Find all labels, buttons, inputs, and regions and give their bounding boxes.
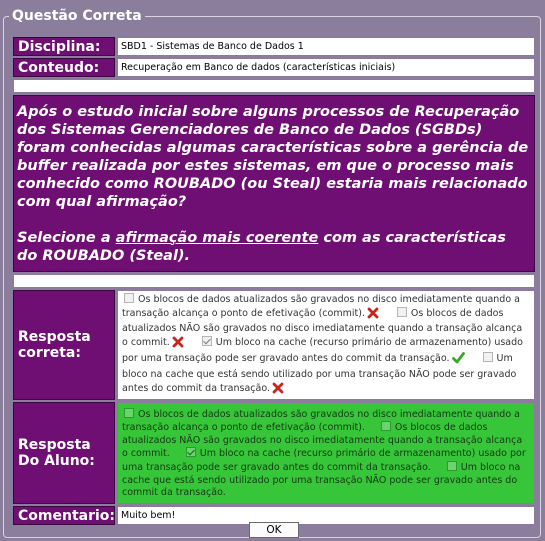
cross-icon xyxy=(367,307,379,324)
question-instruction xyxy=(17,229,531,265)
correta-option-text-4: Um bloco na cache que está sendo utilizado por uma transação NÃO pode ser gravado antes do commit da transação. xyxy=(122,353,517,394)
cross-icon xyxy=(172,336,184,353)
conteudo-value: Recuperação em Banco de dados (características iniciais) xyxy=(117,58,535,77)
resposta-aluno-label: Resposta Do Aluno: xyxy=(13,402,115,504)
comentario-label: Comentario: xyxy=(13,506,115,525)
aluno-option-text-2: Os blocos de dados atualizados NÃO são gravados no disco imediatamente quando a transação alcança o commit. xyxy=(122,422,523,460)
aluno-option-text-3: Um bloco na cache (recurso primário de armazenamento) usado por uma transação pode ser gravado antes do commit da transação. xyxy=(122,448,526,473)
aluno-checkbox-4[interactable] xyxy=(447,461,457,471)
spacer-row xyxy=(13,274,535,288)
fieldset-legend: Questão Correta xyxy=(9,7,145,25)
aluno-option-text-4: Um bloco na cache que está sendo utilizado por uma transação NÃO pode ser gravado antes do commit da transação. xyxy=(122,461,521,499)
question-text: Após o estudo inicial sobre alguns processos de Recuperação dos Sistemas Gerenciadores de Banco de Dados (SGBDs) foram conhecidas algumas características sobre a gerência de buffer realizada por estes sistemas, em que o processo mais conhecido como ROUBADO (ou Steal) estaria mais relacionado com qual afirmação? xyxy=(17,103,529,210)
correta-checkbox-4[interactable] xyxy=(483,352,493,362)
conteudo-label: Conteudo: xyxy=(13,58,115,77)
instruction-emphasis: afirmação mais coerente xyxy=(115,229,319,246)
disciplina-label: Disciplina: xyxy=(13,37,115,56)
correta-checkbox-3[interactable] xyxy=(202,336,212,346)
question-text-cell xyxy=(13,95,535,272)
comentario-value: Muito bem! xyxy=(117,506,535,525)
correta-checkbox-1[interactable] xyxy=(124,293,134,303)
instruction-pre: Selecione a xyxy=(17,229,116,246)
correta-option-text-3: Um bloco na cache (recurso primário de armazenamento) usado por uma transação pode ser gravado antes do commit da transação. xyxy=(122,336,523,365)
aluno-checkbox-1[interactable] xyxy=(124,408,134,418)
ok-row xyxy=(249,518,299,538)
question-table xyxy=(11,35,537,527)
spacer-row xyxy=(13,79,535,93)
resposta-correta-label: Resposta correta: xyxy=(13,290,115,400)
ok-button[interactable]: OK xyxy=(249,522,299,538)
aluno-checkbox-2[interactable] xyxy=(381,421,391,431)
cross-icon xyxy=(272,382,284,399)
aluno-option-text-1: Os blocos de dados atualizados são gravados no disco imediatamente quando a transação alcança o ponto de efetivação (commit). xyxy=(122,408,520,434)
resposta-aluno-options xyxy=(117,402,535,504)
instruction-post: com as características do ROUBADO (Steal). xyxy=(17,229,506,264)
check-icon xyxy=(452,352,465,369)
correta-checkbox-2[interactable] xyxy=(397,307,407,317)
resposta-correta-options xyxy=(117,290,535,400)
aluno-checkbox-3[interactable] xyxy=(186,447,196,457)
disciplina-value: SBD1 - Sistemas de Banco de Dados 1 xyxy=(117,37,535,56)
correta-option-text-2: Os blocos de dados atualizados NÃO são gravados no disco imediatamente quando a transação alcança o commit. xyxy=(122,307,523,348)
correta-option-text-1: Os blocos de dados atualizados são gravados no disco imediatamente quando a transação alcança o ponto de efetivação (commit). xyxy=(122,294,520,319)
